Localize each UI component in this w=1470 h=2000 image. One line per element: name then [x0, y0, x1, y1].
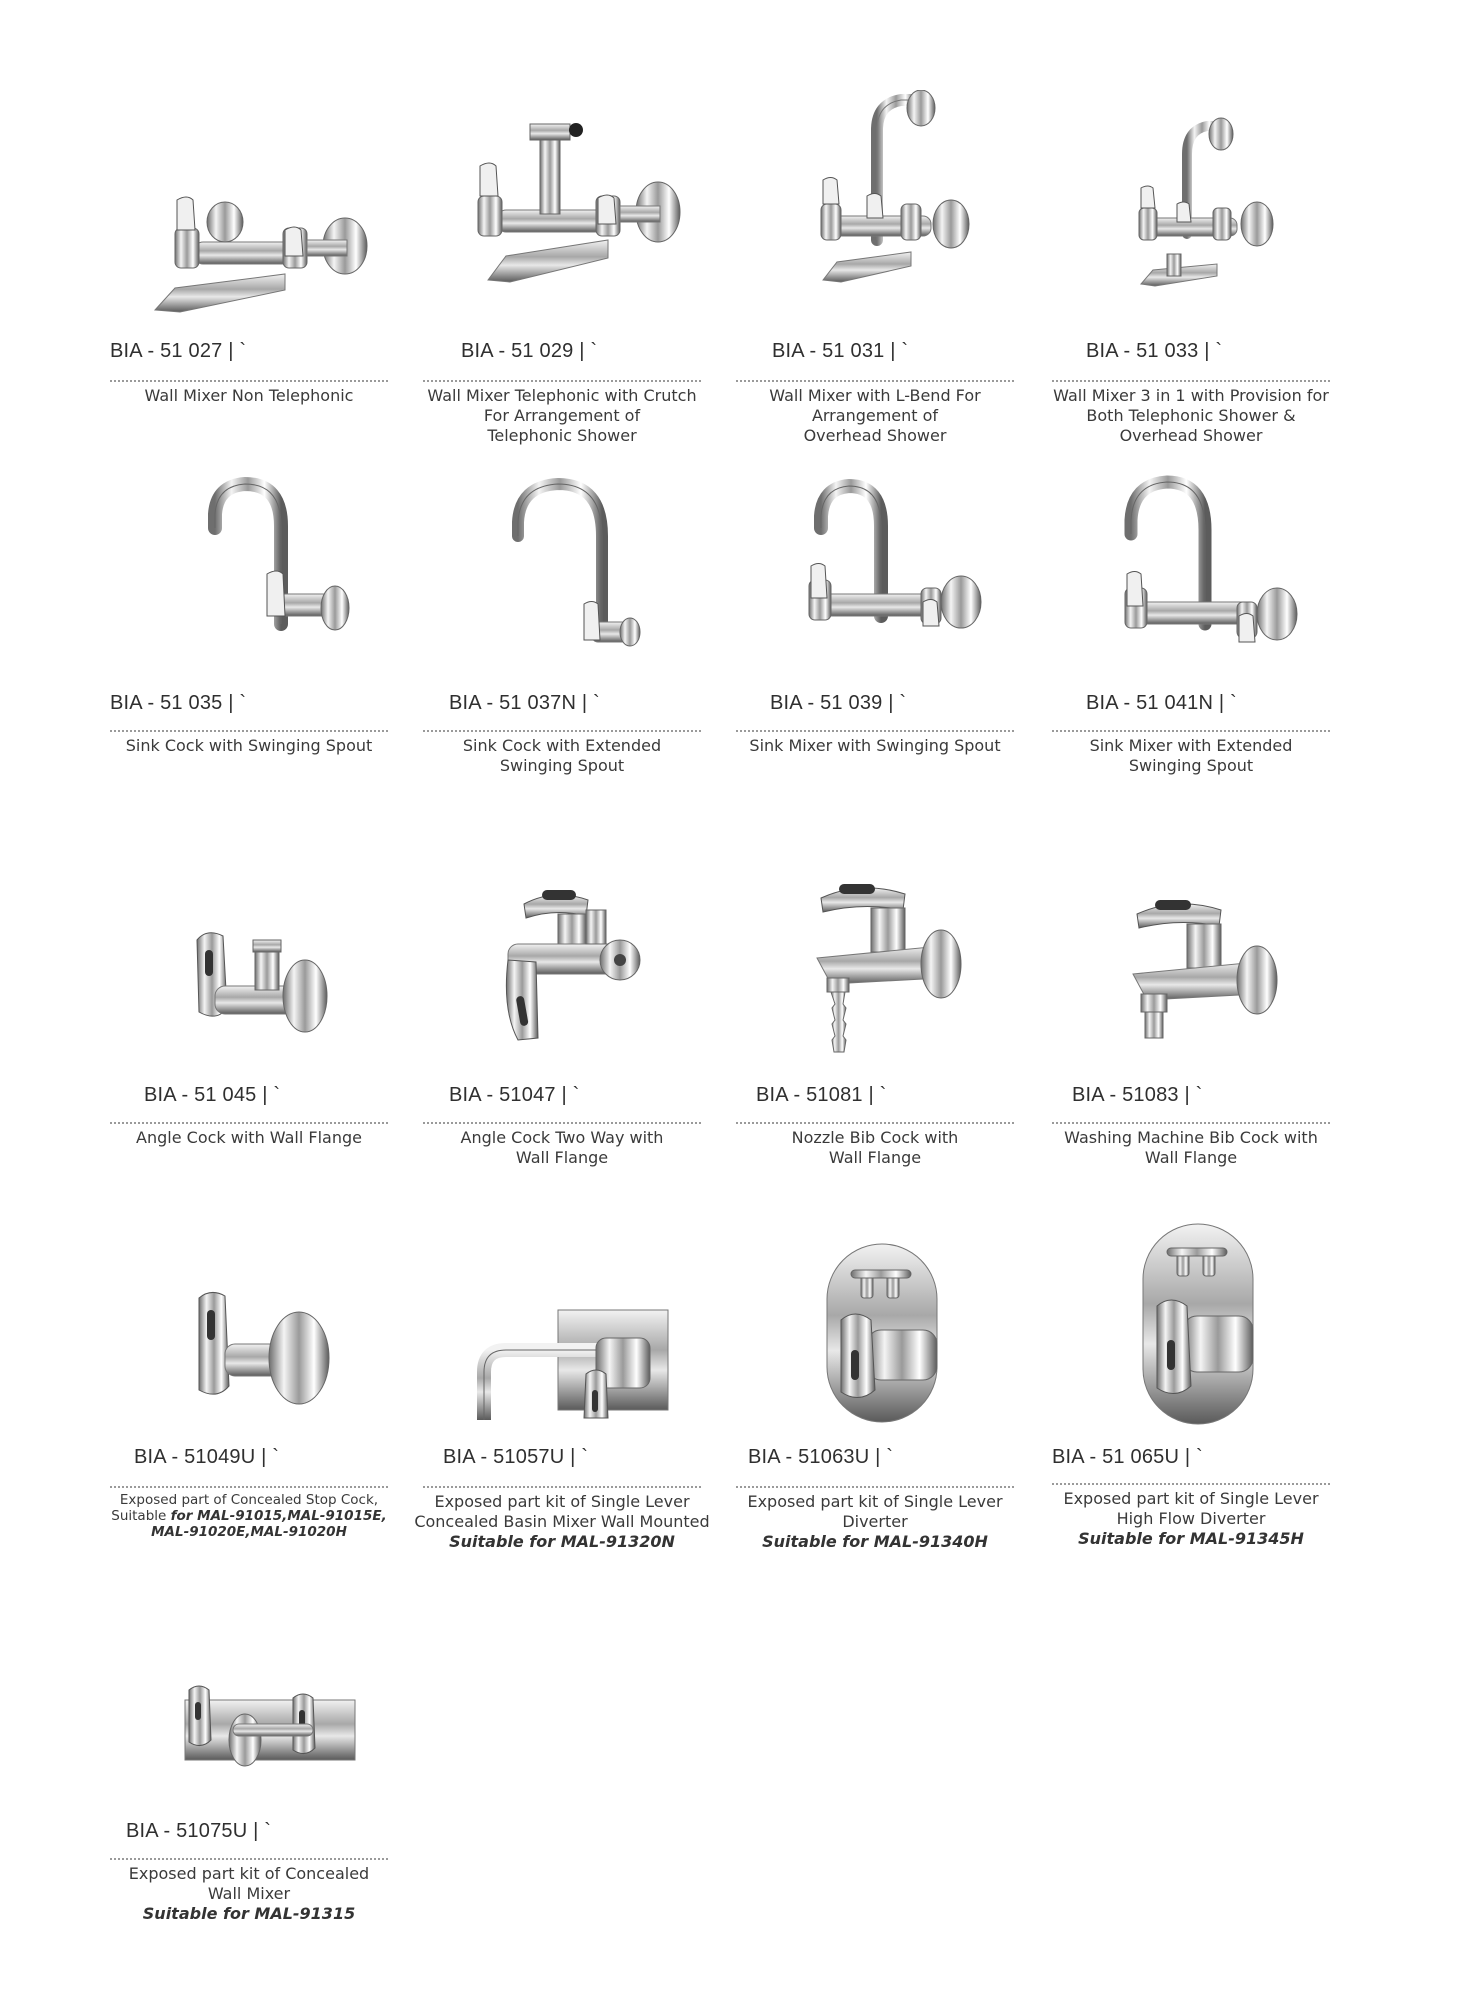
concealed-wall-mixer-icon [110, 1680, 400, 1780]
high-flow-diverter-icon [1052, 1220, 1342, 1430]
product-description: Sink Cock with Swinging Spout [125, 736, 373, 755]
dotted-divider [736, 1486, 1014, 1488]
product-code: BIA - 51047 | ` [449, 1084, 580, 1106]
dotted-divider [110, 380, 388, 382]
dotted-divider [736, 730, 1014, 732]
product-code: BIA - 51 035 | ` [110, 692, 247, 714]
dotted-divider [1052, 380, 1330, 382]
dotted-divider [110, 730, 388, 732]
dotted-divider [736, 380, 1014, 382]
wall-mixer-l-bend-icon [736, 90, 1026, 290]
dotted-divider [1052, 1483, 1330, 1485]
product-code: BIA - 51 027 | ` [110, 340, 247, 362]
dotted-divider [1052, 1122, 1330, 1124]
dotted-divider [423, 380, 701, 382]
wall-mixer-3in1-icon [1052, 114, 1342, 294]
product-description: Exposed part kit of Single Lever Concealed Basin Mixer Wall Mounted Suitable for MAL-91320N [414, 1492, 710, 1551]
nozzle-bib-cock-icon [736, 874, 1026, 1064]
product-code: BIA - 51075U | ` [126, 1820, 272, 1842]
product-description: Sink Cock with Extended Swinging Spout [462, 736, 662, 775]
product-code: BIA - 51 037N | ` [449, 692, 600, 714]
product-description: Wall Mixer with L-Bend For Arrangement of Overhead Shower [769, 386, 981, 445]
dotted-divider [110, 1858, 388, 1860]
product-code: BIA - 51 029 | ` [461, 340, 598, 362]
product-code: BIA - 51 041N | ` [1086, 692, 1237, 714]
wall-mixer-icon [110, 170, 400, 320]
dotted-divider [423, 1486, 701, 1488]
washing-machine-bib-cock-icon [1052, 890, 1342, 1050]
concealed-stop-cock-icon [110, 1288, 400, 1418]
dotted-divider [110, 1122, 388, 1124]
product-code: BIA - 51057U | ` [443, 1446, 589, 1468]
product-description: Sink Mixer with Swinging Spout [749, 736, 1001, 755]
dotted-divider [736, 1122, 1014, 1124]
product-description: Wall Mixer 3 in 1 with Provision for Both Telephonic Shower & Overhead Shower [1053, 386, 1329, 445]
product-description: Angle Cock with Wall Flange [136, 1128, 362, 1147]
sink-mixer-extended-icon [1052, 474, 1342, 664]
sink-mixer-icon [736, 476, 1026, 656]
diverter-icon [736, 1240, 1026, 1430]
product-code: BIA - 51 065U | ` [1052, 1446, 1203, 1468]
product-code: BIA - 51063U | ` [748, 1446, 894, 1468]
product-description: Exposed part kit of Concealed Wall Mixer Suitable for MAL-91315 [128, 1864, 370, 1923]
product-code: BIA - 51081 | ` [756, 1084, 887, 1106]
product-code: BIA - 51 031 | ` [772, 340, 909, 362]
product-code: BIA - 51 033 | ` [1086, 340, 1223, 362]
wall-mixer-crutch-icon [423, 100, 713, 290]
dotted-divider [423, 730, 701, 732]
product-description: Wall Mixer Telephonic with Crutch For Arrangement of Telephonic Shower [427, 386, 697, 445]
product-description: Nozzle Bib Cock with Wall Flange [791, 1128, 959, 1167]
product-description: Exposed part of Concealed Stop Cock, Suitable for MAL-91015,MAL-91015E, MAL-91020E,MAL-91020H [111, 1492, 387, 1540]
sink-cock-icon [110, 474, 400, 654]
product-description: Wall Mixer Non Telephonic [144, 386, 354, 405]
product-code: BIA - 51 039 | ` [770, 692, 907, 714]
product-code: BIA - 51049U | ` [134, 1446, 280, 1468]
product-code: BIA - 51 045 | ` [144, 1084, 281, 1106]
dotted-divider [110, 1486, 388, 1488]
product-description: Angle Cock Two Way with Wall Flange [460, 1128, 664, 1167]
product-description: Exposed part kit of Single Lever Diverter Suitable for MAL-91340H [747, 1492, 1003, 1551]
product-description: Sink Mixer with Extended Swinging Spout [1089, 736, 1293, 775]
angle-cock-two-way-icon [423, 880, 713, 1060]
dotted-divider [423, 1122, 701, 1124]
product-description: Washing Machine Bib Cock with Wall Flange [1064, 1128, 1318, 1167]
sink-cock-extended-icon [423, 476, 713, 656]
product-description: Exposed part kit of Single Lever High Flow Diverter Suitable for MAL-91345H [1063, 1489, 1319, 1548]
product-code: BIA - 51083 | ` [1072, 1084, 1203, 1106]
dotted-divider [1052, 730, 1330, 732]
concealed-basin-mixer-icon [423, 1300, 713, 1430]
angle-cock-icon [110, 920, 400, 1050]
